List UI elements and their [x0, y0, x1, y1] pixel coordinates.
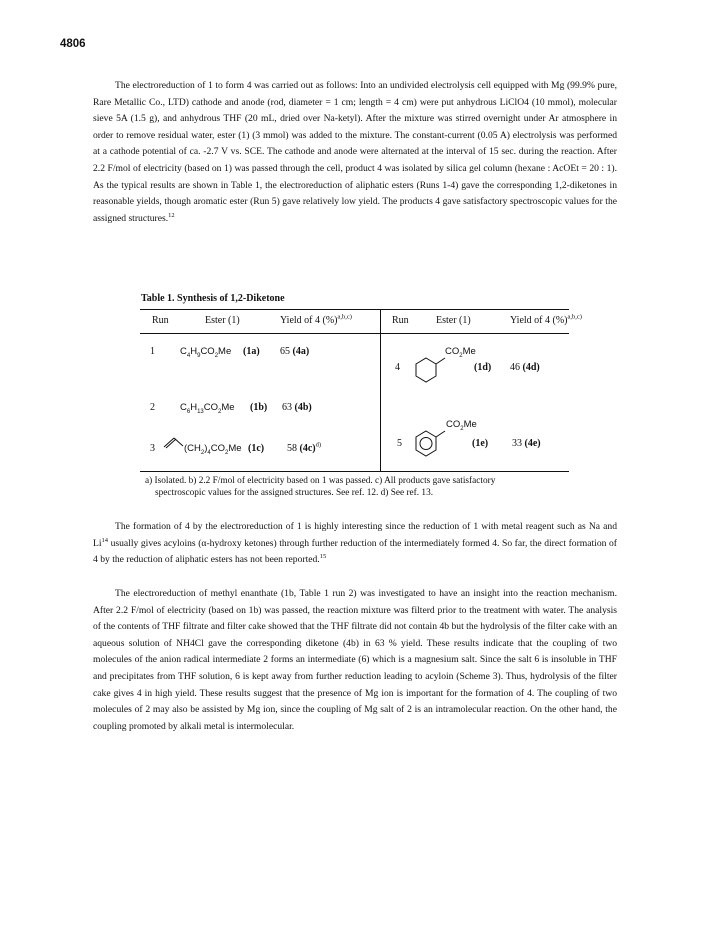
header-ester-left: Ester (1): [205, 315, 240, 326]
paragraph-3: The electroreduction of methyl enanthate (1b, Table 1 run 2) was investigated to have an insight into the reaction mechanism. After 2.2 F/mol of electricity (based on 1b) was passed, the reaction mixture was filterd prior to the treatment with water. The analysis of the contents of THF filtrate and filter cake showed that the THF filtrate did not contain 4b but the hydrolysis of the filter cake with an aqueous solution of NH4Cl gave the corresponding diketone (4b) in 63 % yield. These results indicate that the coupling of two molecules of the anion radical intermediate 2 forms an intermediate (6) which is a magnesium salt. Since the salt 6 is insoluble in THF and precipitates from THF solution, 6 is kept away from further reduction leading to acyloin (Scheme 3). Thus, hydrolysis of the filter cake gives 4 in high yield. These results suggest that the presence of Mg ion is important for the formation of 4. The coupling of two molecules of 2 may also be assisted by Mg ion, since the coupling of Mg salt of 2 is an intramolecular reaction. On the other hand, the coupling promoted by alkali metal is intermolecular.: [93, 588, 617, 732]
row2-run: 2: [150, 402, 155, 413]
paragraph-1: The electroreduction of 1 to form 4 was carried out as follows: Into an undivided electrolysis cell equipped with Mg (99.9% pure, Rare Metallic Co., LTD) cathode and anode (rod, diameter = 1 cm; length = 4 cm) were put anhydrous LiClO4 (10 mmol), molecular sieve 5A (1.5 g), and anhydrous THF (20 mL, dried over Na-ketyl). After the mixture was stirred overnight under Ar atmosphere in order to remove residual water, ester (1) (3 mmol) was added to the mixture. The constant-current (0.05 A) electrolysis was performed at a cathode potential of ca. -2.7 V vs. SCE. The cathode and anode were alternated at the interval of 15 sec. during the reaction. After 2.2 F/mol of electricity (based on 1) was passed through the cell, product 4 was isolated by silica gel column (hexane : AcOEt = 20 : 1). As the typical results are shown in Table 1, the electroreduction of aliphatic esters (Runs 1-4) gave the corresponding 1,2-diketones in reasonable yields, though aromatic ester (Run 5) gave relatively low yield. The products 4 gave satisfactory spectroscopic values for the assigned structures.$^{12}$: [93, 80, 617, 224]
row4-run: 4: [395, 362, 400, 373]
row2-ester-id: (1b): [250, 402, 268, 413]
benzene-structure: [413, 425, 447, 459]
row1-run: 1: [150, 346, 155, 357]
cyclohexane-structure: [413, 350, 447, 384]
header-yield-right: Yield of 4 (%)$^{a,b,c)}$: [510, 313, 582, 326]
row1-ester: $C_4H_9CO_2Me$: [180, 346, 232, 359]
header-ester-right: Ester (1): [436, 315, 471, 326]
row3-ester-id: (1c): [248, 443, 265, 454]
row1-ester-id: (1a): [243, 346, 260, 357]
header-yield-left: Yield of 4 (%)$^{a,b,c)}$: [280, 313, 352, 326]
footnote-line-1: a) Isolated. b) 2.2 F/mol of electricity based on 1 was passed. c) All products gave satisfactory: [145, 476, 496, 486]
row5-ester-id: (1e): [472, 438, 489, 449]
row3-yield: 58 $(4c)^{d)}$: [287, 441, 322, 454]
header-run-left: Run: [152, 315, 169, 326]
table-1: [140, 309, 582, 472]
vinyl-structure: [162, 434, 184, 450]
footnote-line-2: spectroscopic values for the assigned structures. See ref. 12. d) See ref. 13.: [155, 488, 434, 498]
row4-yield: 46 (4d): [510, 362, 540, 373]
row5-yield: 33 (4e): [512, 438, 541, 449]
ref-15: 15: [319, 553, 327, 560]
table-caption: Table 1. Synthesis of 1,2-Diketone: [141, 293, 285, 304]
row3-run: 3: [150, 443, 155, 454]
row5-run: 5: [397, 438, 402, 449]
row4-co2me: $CO_2Me$: [445, 346, 476, 359]
row1-yield: 65 (4a): [280, 346, 310, 357]
row3-ester: $(CH_2)_4CO_2Me$: [184, 443, 242, 456]
page-number: 4806: [60, 38, 86, 50]
row5-co2me: $CO_2Me$: [446, 419, 477, 432]
row2-ester: $C_6H_{13}CO_2Me$: [180, 402, 235, 415]
table-footnotes: [145, 475, 565, 499]
header-run-right: Run: [392, 315, 409, 326]
ref-14: 14: [101, 536, 109, 544]
paragraph-2: The formation of 4 by the electroreduction of 1 is highly interesting since the reduction of 1 with metal reagent such as Na and Li$^{14}$ usually gives acyloins (α-hydroxy ketones) through further reduction of the intermediately formed 4. So far, the direct formation of 4 by the reduction of aliphatic esters has not been reported.$^{15}$: [93, 521, 617, 566]
row4-ester-id: (1d): [474, 362, 492, 373]
ref-12: 12: [168, 211, 175, 219]
row2-yield: 63 (4b): [282, 402, 312, 413]
